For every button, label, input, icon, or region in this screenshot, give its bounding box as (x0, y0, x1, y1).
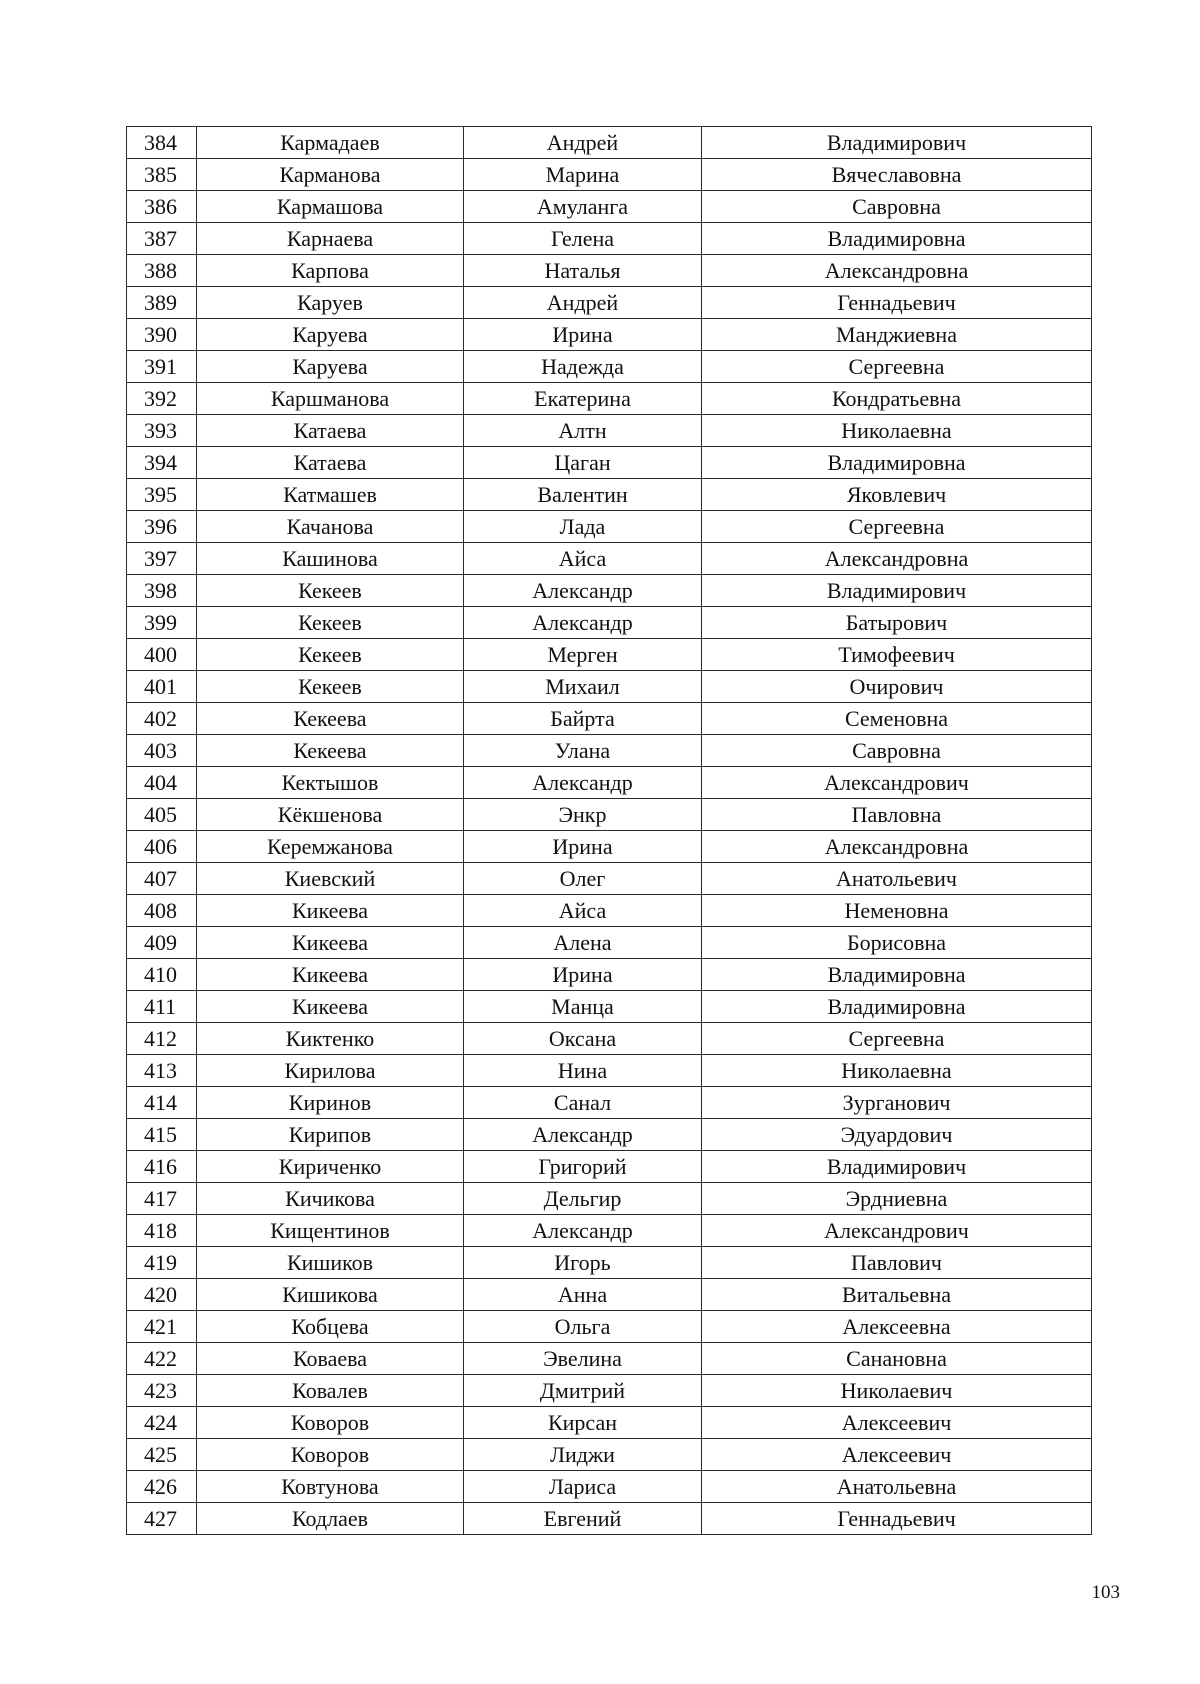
row-number-cell: 413 (127, 1055, 197, 1087)
patronymic-cell: Александровна (702, 255, 1092, 287)
surname-cell: Керемжанова (197, 831, 464, 863)
first-name-cell: Алтн (464, 415, 702, 447)
row-number-cell: 397 (127, 543, 197, 575)
table-row (127, 927, 1092, 959)
patronymic-cell: Александровна (702, 831, 1092, 863)
patronymic-cell: Владимирович (702, 1151, 1092, 1183)
patronymic-cell: Очирович (702, 671, 1092, 703)
row-number-cell: 400 (127, 639, 197, 671)
table-row (127, 1151, 1092, 1183)
row-number-cell: 388 (127, 255, 197, 287)
first-name-cell: Улана (464, 735, 702, 767)
first-name-cell: Игорь (464, 1247, 702, 1279)
first-name-cell: Айса (464, 543, 702, 575)
patronymic-cell: Эрдниевна (702, 1183, 1092, 1215)
patronymic-cell: Николаевич (702, 1375, 1092, 1407)
row-number-cell: 414 (127, 1087, 197, 1119)
row-number-cell: 396 (127, 511, 197, 543)
table-row (127, 383, 1092, 415)
surname-cell: Каршманова (197, 383, 464, 415)
row-number-cell: 387 (127, 223, 197, 255)
row-number-cell: 427 (127, 1503, 197, 1535)
surname-cell: Коворов (197, 1439, 464, 1471)
patronymic-cell: Владимирович (702, 575, 1092, 607)
patronymic-cell: Владимировна (702, 223, 1092, 255)
patronymic-cell: Эдуардович (702, 1119, 1092, 1151)
patronymic-cell: Семеновна (702, 703, 1092, 735)
row-number-cell: 415 (127, 1119, 197, 1151)
surname-cell: Кирилова (197, 1055, 464, 1087)
names-table-body (127, 127, 1092, 1535)
patronymic-cell: Неменовна (702, 895, 1092, 927)
row-number-cell: 403 (127, 735, 197, 767)
row-number-cell: 393 (127, 415, 197, 447)
table-row (127, 1023, 1092, 1055)
surname-cell: Карманова (197, 159, 464, 191)
patronymic-cell: Савровна (702, 191, 1092, 223)
row-number-cell: 426 (127, 1471, 197, 1503)
first-name-cell: Андрей (464, 287, 702, 319)
row-number-cell: 401 (127, 671, 197, 703)
patronymic-cell: Геннадьевич (702, 1503, 1092, 1535)
surname-cell: Карнаева (197, 223, 464, 255)
first-name-cell: Алена (464, 927, 702, 959)
row-number-cell: 407 (127, 863, 197, 895)
surname-cell: Качанова (197, 511, 464, 543)
first-name-cell: Дельгир (464, 1183, 702, 1215)
first-name-cell: Александр (464, 575, 702, 607)
first-name-cell: Олег (464, 863, 702, 895)
table-row (127, 799, 1092, 831)
table-row (127, 1471, 1092, 1503)
table-row (127, 703, 1092, 735)
row-number-cell: 391 (127, 351, 197, 383)
first-name-cell: Марина (464, 159, 702, 191)
first-name-cell: Санал (464, 1087, 702, 1119)
row-number-cell: 398 (127, 575, 197, 607)
patronymic-cell: Яковлевич (702, 479, 1092, 511)
patronymic-cell: Анатольевич (702, 863, 1092, 895)
row-number-cell: 402 (127, 703, 197, 735)
patronymic-cell: Сергеевна (702, 351, 1092, 383)
surname-cell: Киевский (197, 863, 464, 895)
first-name-cell: Айса (464, 895, 702, 927)
first-name-cell: Екатерина (464, 383, 702, 415)
row-number-cell: 412 (127, 1023, 197, 1055)
row-number-cell: 423 (127, 1375, 197, 1407)
patronymic-cell: Санановна (702, 1343, 1092, 1375)
table-row (127, 127, 1092, 159)
patronymic-cell: Александрович (702, 767, 1092, 799)
patronymic-cell: Зурганович (702, 1087, 1092, 1119)
surname-cell: Киктенко (197, 1023, 464, 1055)
first-name-cell: Григорий (464, 1151, 702, 1183)
table-row (127, 735, 1092, 767)
names-table (126, 126, 1092, 1535)
first-name-cell: Байрта (464, 703, 702, 735)
surname-cell: Кобцева (197, 1311, 464, 1343)
table-row (127, 191, 1092, 223)
surname-cell: Каруева (197, 351, 464, 383)
first-name-cell: Александр (464, 1215, 702, 1247)
row-number-cell: 390 (127, 319, 197, 351)
surname-cell: Кекеев (197, 607, 464, 639)
row-number-cell: 408 (127, 895, 197, 927)
first-name-cell: Надежда (464, 351, 702, 383)
surname-cell: Кикеева (197, 895, 464, 927)
surname-cell: Кекеев (197, 671, 464, 703)
surname-cell: Кекеев (197, 575, 464, 607)
table-row (127, 767, 1092, 799)
table-row (127, 1119, 1092, 1151)
table-row (127, 255, 1092, 287)
patronymic-cell: Геннадьевич (702, 287, 1092, 319)
surname-cell: Катмашев (197, 479, 464, 511)
table-row (127, 639, 1092, 671)
first-name-cell: Мерген (464, 639, 702, 671)
surname-cell: Кармашова (197, 191, 464, 223)
patronymic-cell: Вячеславовна (702, 159, 1092, 191)
patronymic-cell: Владимирович (702, 127, 1092, 159)
first-name-cell: Амуланга (464, 191, 702, 223)
surname-cell: Кирипов (197, 1119, 464, 1151)
table-row (127, 159, 1092, 191)
table-row (127, 511, 1092, 543)
patronymic-cell: Александровна (702, 543, 1092, 575)
surname-cell: Кекеева (197, 703, 464, 735)
row-number-cell: 395 (127, 479, 197, 511)
first-name-cell: Михаил (464, 671, 702, 703)
table-row (127, 447, 1092, 479)
surname-cell: Кичикова (197, 1183, 464, 1215)
row-number-cell: 424 (127, 1407, 197, 1439)
patronymic-cell: Кондратьевна (702, 383, 1092, 415)
table-row (127, 959, 1092, 991)
patronymic-cell: Савровна (702, 735, 1092, 767)
surname-cell: Кекеева (197, 735, 464, 767)
patronymic-cell: Борисовна (702, 927, 1092, 959)
first-name-cell: Ирина (464, 831, 702, 863)
surname-cell: Карпова (197, 255, 464, 287)
first-name-cell: Нина (464, 1055, 702, 1087)
surname-cell: Кодлаев (197, 1503, 464, 1535)
surname-cell: Ковтунова (197, 1471, 464, 1503)
patronymic-cell: Тимофеевич (702, 639, 1092, 671)
first-name-cell: Анна (464, 1279, 702, 1311)
patronymic-cell: Владимировна (702, 447, 1092, 479)
patronymic-cell: Анатольевна (702, 1471, 1092, 1503)
surname-cell: Коваева (197, 1343, 464, 1375)
surname-cell: Киринов (197, 1087, 464, 1119)
patronymic-cell: Николаевна (702, 415, 1092, 447)
row-number-cell: 411 (127, 991, 197, 1023)
table-row (127, 895, 1092, 927)
patronymic-cell: Павловна (702, 799, 1092, 831)
first-name-cell: Наталья (464, 255, 702, 287)
table-row (127, 479, 1092, 511)
table-row (127, 287, 1092, 319)
row-number-cell: 416 (127, 1151, 197, 1183)
table-row (127, 543, 1092, 575)
row-number-cell: 425 (127, 1439, 197, 1471)
surname-cell: Катаева (197, 415, 464, 447)
table-row (127, 1183, 1092, 1215)
surname-cell: Кикеева (197, 927, 464, 959)
first-name-cell: Андрей (464, 127, 702, 159)
surname-cell: Каруев (197, 287, 464, 319)
table-row (127, 831, 1092, 863)
first-name-cell: Оксана (464, 1023, 702, 1055)
surname-cell: Кармадаев (197, 127, 464, 159)
surname-cell: Кёкшенова (197, 799, 464, 831)
table-row (127, 607, 1092, 639)
patronymic-cell: Витальевна (702, 1279, 1092, 1311)
patronymic-cell: Алексеевна (702, 1311, 1092, 1343)
first-name-cell: Эвелина (464, 1343, 702, 1375)
surname-cell: Кишиков (197, 1247, 464, 1279)
patronymic-cell: Александрович (702, 1215, 1092, 1247)
row-number-cell: 385 (127, 159, 197, 191)
first-name-cell: Валентин (464, 479, 702, 511)
first-name-cell: Ирина (464, 319, 702, 351)
surname-cell: Каруева (197, 319, 464, 351)
row-number-cell: 421 (127, 1311, 197, 1343)
surname-cell: Кашинова (197, 543, 464, 575)
surname-cell: Кириченко (197, 1151, 464, 1183)
table-row (127, 1247, 1092, 1279)
patronymic-cell: Алексеевич (702, 1439, 1092, 1471)
row-number-cell: 392 (127, 383, 197, 415)
first-name-cell: Александр (464, 1119, 702, 1151)
first-name-cell: Евгений (464, 1503, 702, 1535)
first-name-cell: Кирсан (464, 1407, 702, 1439)
row-number-cell: 409 (127, 927, 197, 959)
table-row (127, 1311, 1092, 1343)
row-number-cell: 389 (127, 287, 197, 319)
table-row (127, 1087, 1092, 1119)
table-row (127, 1055, 1092, 1087)
first-name-cell: Александр (464, 767, 702, 799)
table-row (127, 415, 1092, 447)
table-row (127, 223, 1092, 255)
row-number-cell: 410 (127, 959, 197, 991)
table-row (127, 1439, 1092, 1471)
first-name-cell: Лариса (464, 1471, 702, 1503)
row-number-cell: 386 (127, 191, 197, 223)
first-name-cell: Дмитрий (464, 1375, 702, 1407)
row-number-cell: 419 (127, 1247, 197, 1279)
table-row (127, 1343, 1092, 1375)
patronymic-cell: Манджиевна (702, 319, 1092, 351)
surname-cell: Кикеева (197, 991, 464, 1023)
page-number: 103 (1091, 1582, 1120, 1603)
row-number-cell: 422 (127, 1343, 197, 1375)
surname-cell: Кишикова (197, 1279, 464, 1311)
patronymic-cell: Алексеевич (702, 1407, 1092, 1439)
patronymic-cell: Сергеевна (702, 511, 1092, 543)
patronymic-cell: Сергеевна (702, 1023, 1092, 1055)
table-row (127, 671, 1092, 703)
row-number-cell: 405 (127, 799, 197, 831)
first-name-cell: Лада (464, 511, 702, 543)
first-name-cell: Гелена (464, 223, 702, 255)
table-row (127, 1375, 1092, 1407)
table-row (127, 575, 1092, 607)
row-number-cell: 417 (127, 1183, 197, 1215)
row-number-cell: 404 (127, 767, 197, 799)
patronymic-cell: Владимировна (702, 959, 1092, 991)
row-number-cell: 399 (127, 607, 197, 639)
patronymic-cell: Павлович (702, 1247, 1092, 1279)
table-row (127, 863, 1092, 895)
patronymic-cell: Николаевна (702, 1055, 1092, 1087)
table-row (127, 1407, 1092, 1439)
first-name-cell: Лиджи (464, 1439, 702, 1471)
table-row (127, 319, 1092, 351)
row-number-cell: 394 (127, 447, 197, 479)
surname-cell: Кекеев (197, 639, 464, 671)
table-row (127, 1279, 1092, 1311)
table-row (127, 1503, 1092, 1535)
patronymic-cell: Владимировна (702, 991, 1092, 1023)
surname-cell: Кищентинов (197, 1215, 464, 1247)
surname-cell: Кектышов (197, 767, 464, 799)
patronymic-cell: Батырович (702, 607, 1092, 639)
row-number-cell: 406 (127, 831, 197, 863)
first-name-cell: Цаган (464, 447, 702, 479)
row-number-cell: 420 (127, 1279, 197, 1311)
first-name-cell: Александр (464, 607, 702, 639)
first-name-cell: Ольга (464, 1311, 702, 1343)
table-row (127, 1215, 1092, 1247)
first-name-cell: Манца (464, 991, 702, 1023)
first-name-cell: Энкр (464, 799, 702, 831)
surname-cell: Ковалев (197, 1375, 464, 1407)
surname-cell: Коворов (197, 1407, 464, 1439)
row-number-cell: 384 (127, 127, 197, 159)
surname-cell: Катаева (197, 447, 464, 479)
table-row (127, 991, 1092, 1023)
table-row (127, 351, 1092, 383)
surname-cell: Кикеева (197, 959, 464, 991)
first-name-cell: Ирина (464, 959, 702, 991)
row-number-cell: 418 (127, 1215, 197, 1247)
